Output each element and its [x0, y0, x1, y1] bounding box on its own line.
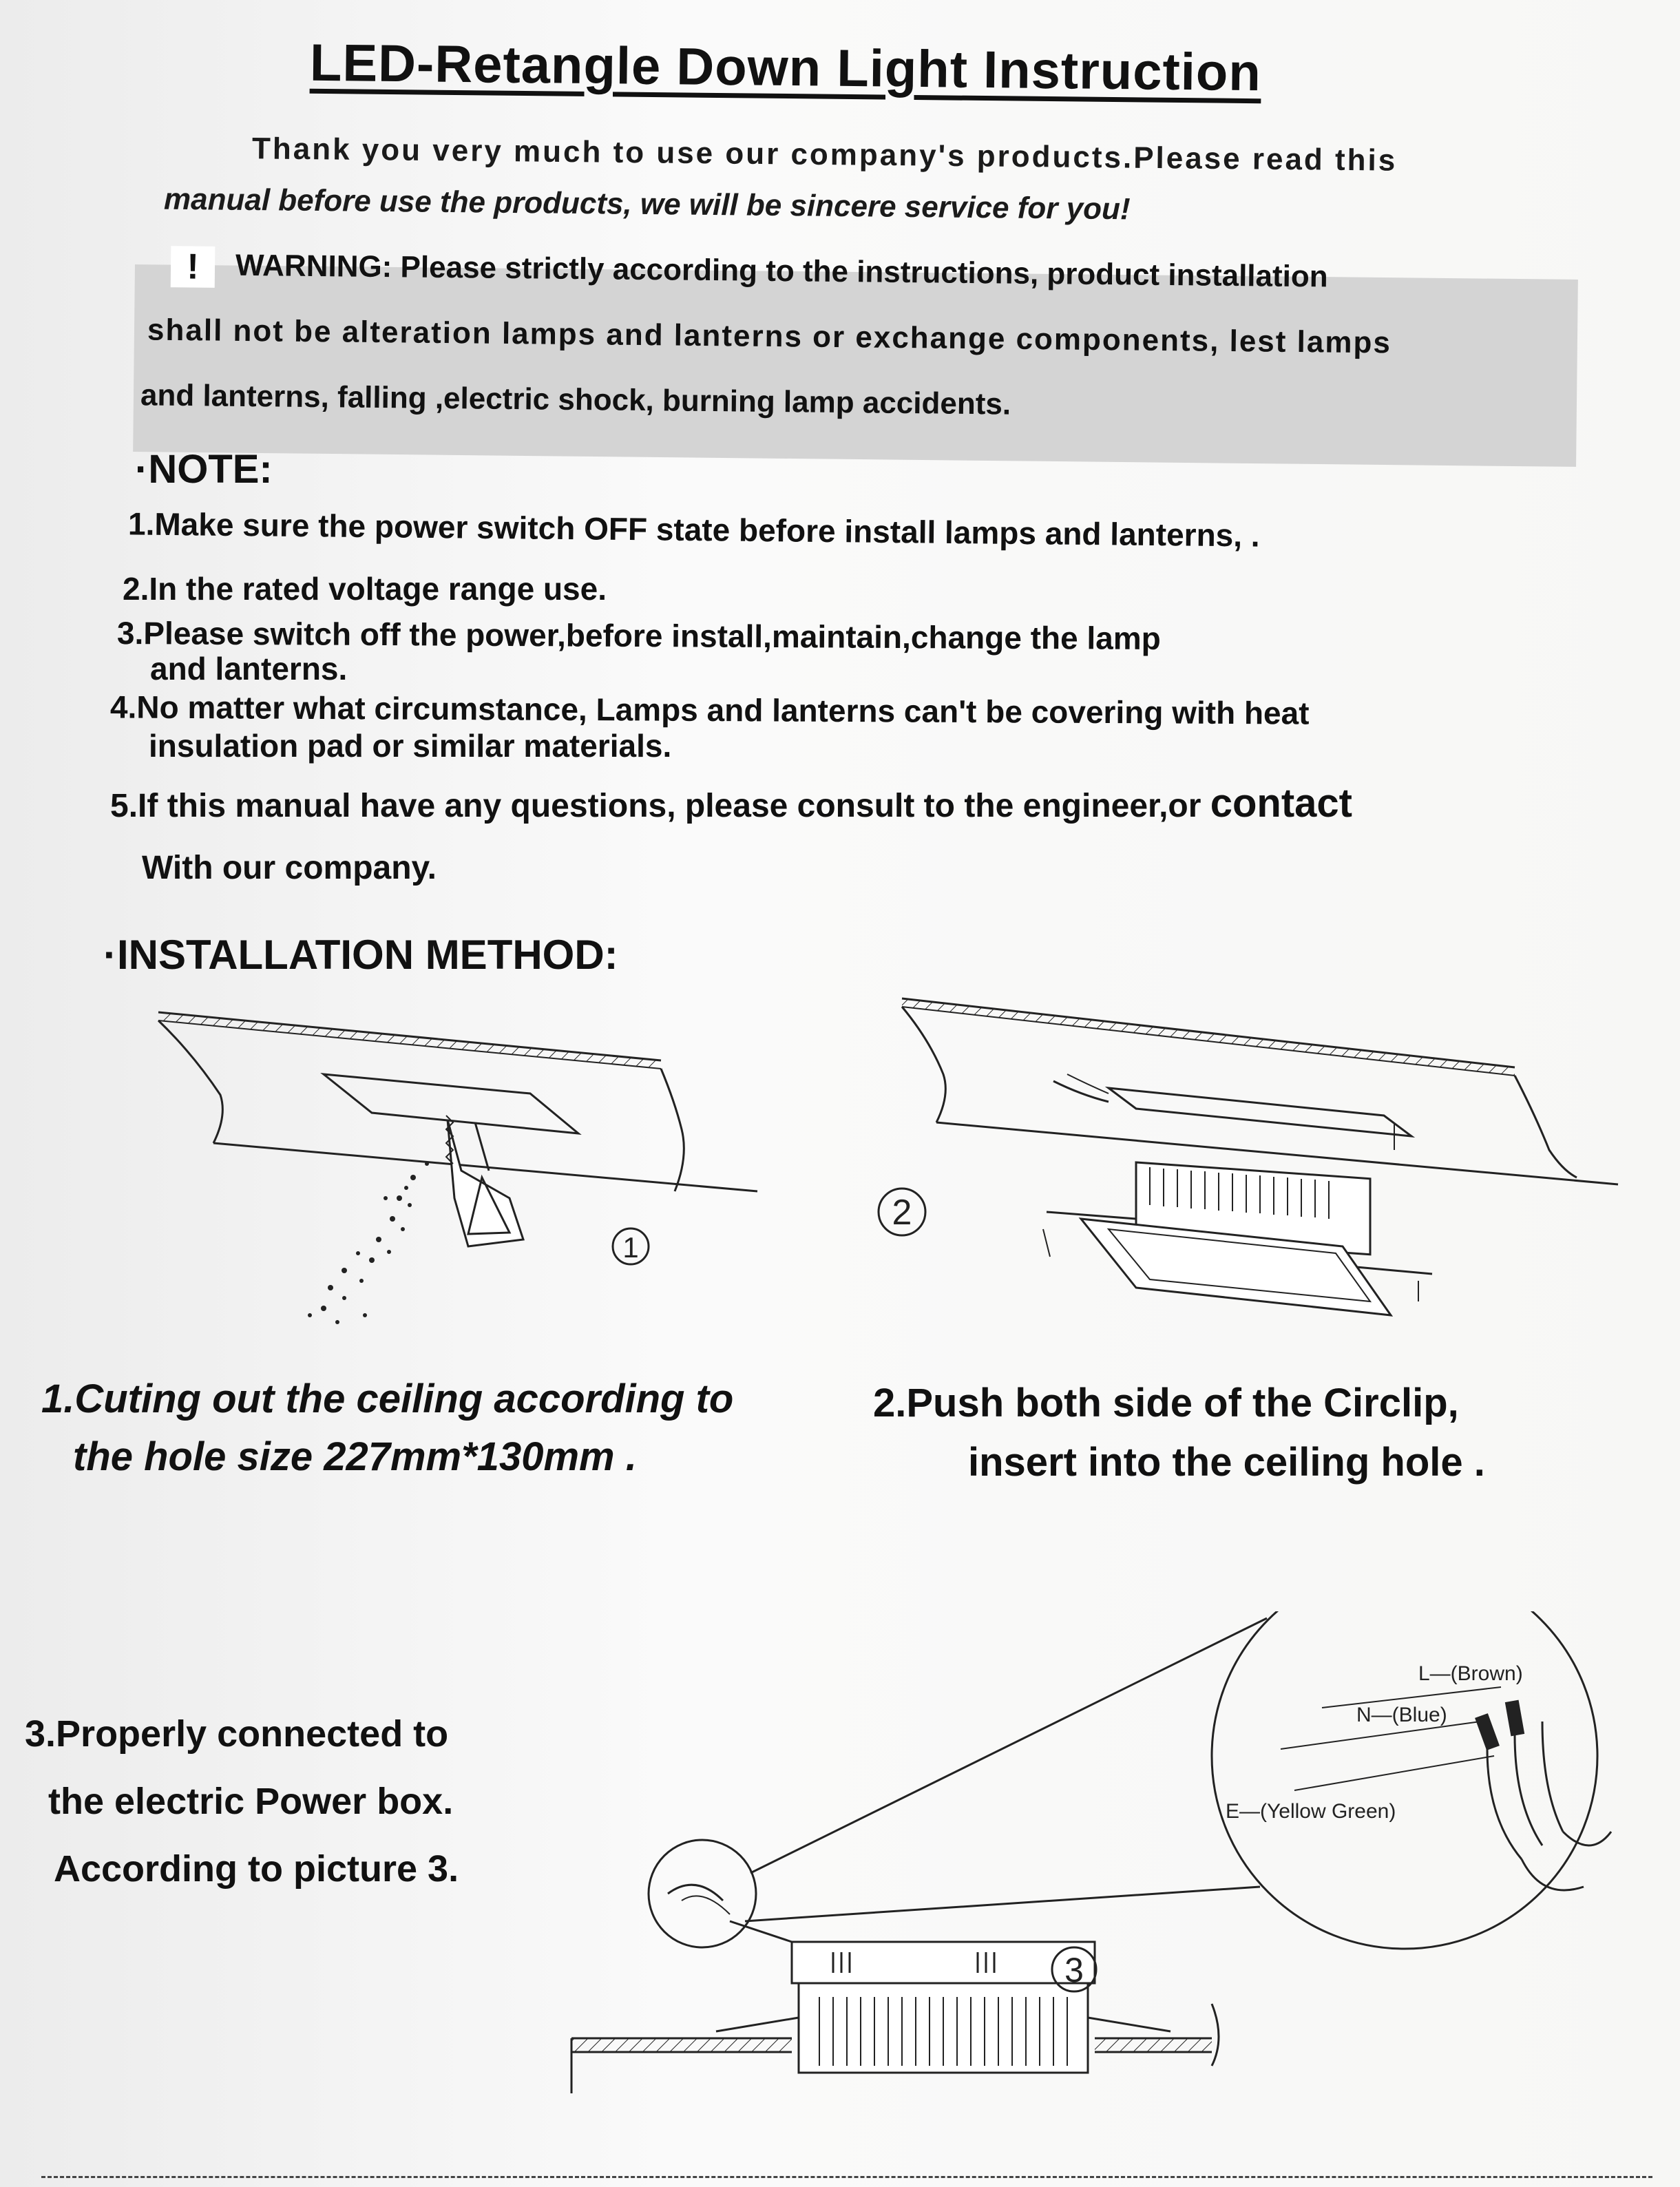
step-3-line-2: the electric Power box. [48, 1781, 454, 1822]
warning-icon: ! [171, 246, 216, 288]
wire-label-blue: N—(Blue) [1356, 1704, 1447, 1726]
wire-label-brown: L—(Brown) [1418, 1662, 1523, 1685]
note-2: 2.In the rated voltage range use. [123, 571, 607, 607]
note-3b: and lanterns. [150, 651, 348, 687]
bottom-divider [41, 2176, 1652, 2178]
step-3-line-1: 3.Properly connected to [25, 1713, 449, 1755]
warning-line-2: shall not be alteration lamps and lanterns or exchange components, lest lamps [147, 313, 1392, 360]
figure-2-number: 2 [892, 1193, 912, 1233]
wire-origin-circle [649, 1840, 756, 1947]
note-4b: insulation pad or similar materials. [149, 728, 672, 764]
warning-box [133, 264, 1578, 467]
warning-text-1: WARNING: Please strictly according to the instructions, product installation [235, 248, 1328, 294]
step-1-line-1: 1.Cuting out the ceiling according to [41, 1377, 734, 1421]
intro-line-1: Thank you very much to use our company's products.Please read this [251, 132, 1398, 178]
note-1: 1.Make sure the power switch OFF state before install lamps and lanterns, . [127, 505, 1260, 554]
step-2-line-1: 2.Push both side of the Circlip, [873, 1381, 1459, 1425]
note-4a: 4.No matter what circumstance, Lamps and lanterns can't be covering with heat [109, 689, 1310, 731]
warning-line-3: and lanterns, falling ,electric shock, burning lamp accidents. [140, 378, 1011, 421]
step-2-line-2: insert into the ceiling hole . [968, 1440, 1485, 1485]
step-3-line-3: According to picture 3. [54, 1848, 459, 1890]
figure-2-circlip-diagram [861, 992, 1639, 1336]
wire-label-yellow-green: E—(Yellow Green) [1226, 1800, 1396, 1823]
figure-1-cutting-diagram [138, 992, 771, 1350]
installation-heading: ·INSTALLATION METHOD: [103, 932, 618, 978]
intro-line-2: manual before use the products, we will be sincere service for you! [163, 182, 1131, 227]
figure-3-wiring-diagram [565, 1611, 1639, 2107]
note-5a-contact: contact [1210, 781, 1352, 826]
figure-3-number: 3 [1064, 1951, 1084, 1989]
note-heading: ·NOTE: [135, 447, 273, 492]
wire-detail-circle [1212, 1611, 1597, 1949]
note-5a-text: 5.If this manual have any questions, please consult to the engineer,or [110, 788, 1210, 824]
note-5a [110, 781, 1352, 826]
note-3a: 3.Please switch off the power,before install,maintain,change the lamp [116, 615, 1161, 656]
figure-1-number: 1 [622, 1231, 639, 1264]
page-title: LED-Retangle Down Light Instruction [309, 33, 1262, 103]
step-1-line-2: the hole size 227mm*130mm . [73, 1434, 637, 1479]
note-5b: With our company. [142, 850, 437, 886]
